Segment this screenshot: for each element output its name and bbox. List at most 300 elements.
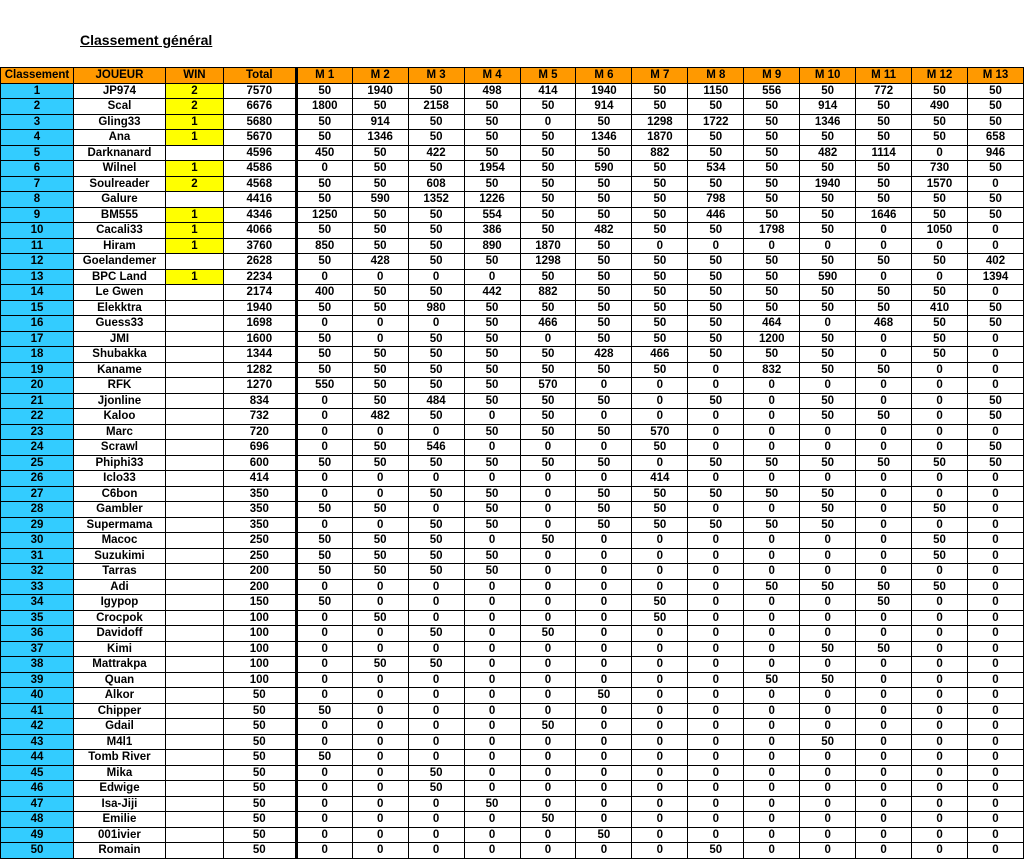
match-score-cell: 50 (856, 300, 912, 316)
match-score-cell: 50 (800, 409, 856, 425)
match-score-cell: 50 (464, 114, 520, 130)
match-score-cell: 50 (912, 285, 968, 301)
match-score-cell: 50 (352, 610, 408, 626)
match-score-cell: 0 (968, 378, 1024, 394)
match-score-cell: 450 (296, 145, 352, 161)
column-header: M 12 (912, 68, 968, 84)
table-row (1, 641, 1024, 657)
total-cell: 100 (223, 610, 296, 626)
match-score-cell: 50 (296, 502, 352, 518)
match-score-cell: 0 (856, 781, 912, 797)
total-cell: 732 (223, 409, 296, 425)
match-score-cell: 0 (968, 502, 1024, 518)
match-score-cell: 410 (912, 300, 968, 316)
match-score-cell: 1940 (576, 83, 632, 99)
match-score-cell: 50 (744, 207, 800, 223)
table-row (1, 455, 1024, 471)
win-cell (165, 533, 223, 549)
match-score-cell: 0 (744, 393, 800, 409)
total-cell: 350 (223, 486, 296, 502)
match-score-cell: 50 (800, 207, 856, 223)
match-score-cell: 0 (968, 812, 1024, 828)
player-cell: Elekktra (73, 300, 165, 316)
match-score-cell: 772 (856, 83, 912, 99)
rank-cell: 25 (1, 455, 74, 471)
match-score-cell: 0 (800, 316, 856, 332)
match-score-cell: 554 (464, 207, 520, 223)
match-score-cell: 0 (464, 827, 520, 843)
match-score-cell: 0 (520, 610, 576, 626)
match-score-cell: 608 (408, 176, 464, 192)
match-score-cell: 0 (800, 812, 856, 828)
match-score-cell: 0 (744, 827, 800, 843)
match-score-cell: 0 (968, 564, 1024, 580)
player-cell: Darknanard (73, 145, 165, 161)
win-cell (165, 781, 223, 797)
match-score-cell: 50 (632, 486, 688, 502)
player-cell: Ana (73, 130, 165, 146)
match-score-cell: 50 (576, 316, 632, 332)
match-score-cell: 0 (744, 564, 800, 580)
match-score-cell: 50 (408, 83, 464, 99)
total-cell: 5680 (223, 114, 296, 130)
match-score-cell: 50 (632, 254, 688, 270)
match-score-cell: 50 (408, 114, 464, 130)
match-score-cell: 0 (296, 579, 352, 595)
match-score-cell: 50 (968, 393, 1024, 409)
match-score-cell: 0 (912, 719, 968, 735)
match-score-cell: 50 (800, 161, 856, 177)
match-score-cell: 50 (800, 734, 856, 750)
match-score-cell: 0 (800, 750, 856, 766)
match-score-cell: 50 (352, 285, 408, 301)
match-score-cell: 50 (520, 99, 576, 115)
match-score-cell: 0 (464, 626, 520, 642)
table-row (1, 223, 1024, 239)
match-score-cell: 0 (856, 610, 912, 626)
win-cell: 2 (165, 176, 223, 192)
match-score-cell: 50 (576, 455, 632, 471)
win-cell (165, 595, 223, 611)
match-score-cell: 0 (856, 347, 912, 363)
table-row (1, 285, 1024, 301)
match-score-cell: 0 (800, 471, 856, 487)
table-row (1, 626, 1024, 642)
match-score-cell: 0 (688, 812, 744, 828)
match-score-cell: 50 (632, 99, 688, 115)
match-score-cell: 50 (464, 300, 520, 316)
match-score-cell: 50 (576, 424, 632, 440)
win-cell (165, 827, 223, 843)
total-cell: 4596 (223, 145, 296, 161)
match-score-cell: 0 (520, 114, 576, 130)
player-cell: Iclo33 (73, 471, 165, 487)
match-score-cell: 0 (632, 548, 688, 564)
player-cell: Romain (73, 843, 165, 859)
column-header: M 11 (856, 68, 912, 84)
match-score-cell: 0 (744, 440, 800, 456)
match-score-cell: 50 (520, 176, 576, 192)
match-score-cell: 50 (352, 99, 408, 115)
match-score-cell: 0 (352, 812, 408, 828)
match-score-cell: 50 (576, 176, 632, 192)
match-score-cell: 50 (744, 161, 800, 177)
rank-cell: 33 (1, 579, 74, 595)
match-score-cell: 50 (744, 517, 800, 533)
match-score-cell: 50 (800, 579, 856, 595)
total-cell: 250 (223, 533, 296, 549)
match-score-cell: 0 (912, 471, 968, 487)
match-score-cell: 50 (408, 626, 464, 642)
match-score-cell: 0 (688, 610, 744, 626)
match-score-cell: 0 (968, 781, 1024, 797)
win-cell (165, 300, 223, 316)
match-score-cell: 890 (464, 238, 520, 254)
rank-cell: 39 (1, 672, 74, 688)
match-score-cell: 0 (296, 641, 352, 657)
match-score-cell: 0 (968, 579, 1024, 595)
match-score-cell: 50 (520, 300, 576, 316)
match-score-cell: 0 (968, 672, 1024, 688)
table-row (1, 192, 1024, 208)
table-row (1, 269, 1024, 285)
match-score-cell: 0 (912, 641, 968, 657)
rank-cell: 15 (1, 300, 74, 316)
match-score-cell: 658 (968, 130, 1024, 146)
win-cell (165, 362, 223, 378)
match-score-cell: 1394 (968, 269, 1024, 285)
total-cell: 50 (223, 781, 296, 797)
match-score-cell: 50 (856, 579, 912, 595)
match-score-cell: 50 (296, 362, 352, 378)
win-cell: 1 (165, 130, 223, 146)
match-score-cell: 0 (968, 626, 1024, 642)
match-score-cell: 0 (688, 440, 744, 456)
match-score-cell: 50 (296, 347, 352, 363)
match-score-cell: 50 (352, 362, 408, 378)
match-score-cell: 0 (800, 440, 856, 456)
match-score-cell: 0 (520, 688, 576, 704)
match-score-cell: 0 (520, 734, 576, 750)
win-cell (165, 471, 223, 487)
match-score-cell: 50 (296, 548, 352, 564)
match-score-cell: 0 (968, 471, 1024, 487)
match-score-cell: 0 (352, 424, 408, 440)
match-score-cell: 50 (688, 347, 744, 363)
match-score-cell: 0 (744, 548, 800, 564)
total-cell: 50 (223, 827, 296, 843)
match-score-cell: 50 (688, 269, 744, 285)
match-score-cell: 1940 (352, 83, 408, 99)
match-score-cell: 0 (856, 843, 912, 859)
match-score-cell: 0 (408, 703, 464, 719)
match-score-cell: 50 (800, 517, 856, 533)
player-cell: Quan (73, 672, 165, 688)
match-score-cell: 1346 (800, 114, 856, 130)
match-score-cell: 0 (464, 734, 520, 750)
match-score-cell: 0 (296, 812, 352, 828)
match-score-cell: 50 (912, 207, 968, 223)
match-score-cell: 0 (800, 548, 856, 564)
total-cell: 2234 (223, 269, 296, 285)
match-score-cell: 0 (688, 378, 744, 394)
match-score-cell: 0 (800, 781, 856, 797)
match-score-cell: 50 (296, 300, 352, 316)
match-score-cell: 0 (968, 331, 1024, 347)
win-cell: 2 (165, 83, 223, 99)
match-score-cell: 0 (520, 657, 576, 673)
rank-cell: 37 (1, 641, 74, 657)
player-cell: Davidoff (73, 626, 165, 642)
match-score-cell: 50 (912, 114, 968, 130)
match-score-cell: 0 (856, 502, 912, 518)
match-score-cell: 0 (968, 641, 1024, 657)
table-row (1, 486, 1024, 502)
match-score-cell: 498 (464, 83, 520, 99)
match-score-cell: 570 (632, 424, 688, 440)
match-score-cell: 0 (576, 843, 632, 859)
match-score-cell: 50 (800, 331, 856, 347)
win-cell (165, 641, 223, 657)
match-score-cell: 50 (520, 223, 576, 239)
match-score-cell: 0 (632, 455, 688, 471)
rank-cell: 31 (1, 548, 74, 564)
player-cell: Edwige (73, 781, 165, 797)
match-score-cell: 0 (576, 672, 632, 688)
match-score-cell: 50 (576, 114, 632, 130)
match-score-cell: 1954 (464, 161, 520, 177)
match-score-cell: 50 (520, 393, 576, 409)
match-score-cell: 0 (744, 796, 800, 812)
match-score-cell: 50 (576, 827, 632, 843)
match-score-cell: 0 (296, 626, 352, 642)
column-header: M 6 (576, 68, 632, 84)
player-cell: Kimi (73, 641, 165, 657)
match-score-cell: 556 (744, 83, 800, 99)
match-score-cell: 50 (632, 83, 688, 99)
match-score-cell: 0 (912, 409, 968, 425)
match-score-cell: 0 (352, 331, 408, 347)
match-score-cell: 464 (744, 316, 800, 332)
match-score-cell: 0 (296, 486, 352, 502)
match-score-cell: 0 (464, 843, 520, 859)
match-score-cell: 50 (352, 393, 408, 409)
match-score-cell: 50 (296, 595, 352, 611)
table-row (1, 347, 1024, 363)
match-score-cell: 402 (968, 254, 1024, 270)
page-title: Classement général (80, 32, 213, 48)
table-row (1, 362, 1024, 378)
match-score-cell: 0 (856, 424, 912, 440)
match-score-cell: 50 (464, 548, 520, 564)
match-score-cell: 0 (296, 440, 352, 456)
match-score-cell: 0 (352, 641, 408, 657)
total-cell: 150 (223, 595, 296, 611)
match-score-cell: 0 (576, 765, 632, 781)
total-cell: 50 (223, 703, 296, 719)
match-score-cell: 0 (464, 579, 520, 595)
match-score-cell: 0 (520, 486, 576, 502)
match-score-cell: 50 (464, 145, 520, 161)
match-score-cell: 0 (912, 440, 968, 456)
match-score-cell: 1646 (856, 207, 912, 223)
match-score-cell: 0 (856, 331, 912, 347)
match-score-cell: 0 (856, 223, 912, 239)
match-score-cell: 0 (632, 703, 688, 719)
player-cell: JP974 (73, 83, 165, 99)
match-score-cell: 0 (856, 734, 912, 750)
match-score-cell: 50 (744, 145, 800, 161)
match-score-cell: 428 (576, 347, 632, 363)
match-score-cell: 50 (856, 99, 912, 115)
player-cell: Guess33 (73, 316, 165, 332)
match-score-cell: 50 (464, 254, 520, 270)
match-score-cell: 0 (352, 517, 408, 533)
match-score-cell: 50 (632, 300, 688, 316)
match-score-cell: 0 (632, 796, 688, 812)
match-score-cell: 50 (520, 409, 576, 425)
match-score-cell: 50 (464, 486, 520, 502)
match-score-cell: 0 (912, 688, 968, 704)
rank-cell: 14 (1, 285, 74, 301)
table-row (1, 378, 1024, 394)
match-score-cell: 0 (744, 533, 800, 549)
match-score-cell: 50 (296, 223, 352, 239)
match-score-cell: 50 (800, 502, 856, 518)
match-score-cell: 0 (632, 533, 688, 549)
match-score-cell: 0 (800, 703, 856, 719)
match-score-cell: 0 (296, 517, 352, 533)
table-row (1, 688, 1024, 704)
match-score-cell: 0 (296, 843, 352, 859)
match-score-cell: 50 (408, 207, 464, 223)
match-score-cell: 50 (296, 455, 352, 471)
match-score-cell: 0 (576, 564, 632, 580)
match-score-cell: 0 (744, 471, 800, 487)
match-score-cell: 0 (912, 703, 968, 719)
match-score-cell: 0 (856, 688, 912, 704)
match-score-cell: 0 (968, 827, 1024, 843)
match-score-cell: 0 (800, 688, 856, 704)
match-score-cell: 50 (632, 517, 688, 533)
match-score-cell: 0 (632, 564, 688, 580)
match-score-cell: 0 (968, 610, 1024, 626)
match-score-cell: 50 (408, 765, 464, 781)
win-cell (165, 564, 223, 580)
match-score-cell: 0 (296, 796, 352, 812)
match-score-cell: 0 (632, 657, 688, 673)
total-cell: 350 (223, 517, 296, 533)
match-score-cell: 0 (296, 827, 352, 843)
rank-cell: 40 (1, 688, 74, 704)
match-score-cell: 0 (688, 657, 744, 673)
match-score-cell: 50 (632, 331, 688, 347)
match-score-cell: 0 (744, 781, 800, 797)
match-score-cell: 0 (408, 719, 464, 735)
match-score-cell: 0 (520, 502, 576, 518)
total-cell: 50 (223, 812, 296, 828)
match-score-cell: 0 (352, 672, 408, 688)
match-score-cell: 0 (688, 827, 744, 843)
match-score-cell: 50 (632, 440, 688, 456)
match-score-cell: 1800 (296, 99, 352, 115)
table-row (1, 393, 1024, 409)
match-score-cell: 0 (744, 734, 800, 750)
match-score-cell: 1722 (688, 114, 744, 130)
match-score-cell: 50 (912, 579, 968, 595)
table-row (1, 610, 1024, 626)
win-cell (165, 579, 223, 595)
total-cell: 1940 (223, 300, 296, 316)
rank-cell: 46 (1, 781, 74, 797)
match-score-cell: 50 (464, 362, 520, 378)
match-score-cell: 570 (520, 378, 576, 394)
match-score-cell: 798 (688, 192, 744, 208)
total-cell: 200 (223, 564, 296, 580)
match-score-cell: 50 (408, 564, 464, 580)
table-row (1, 564, 1024, 580)
match-score-cell: 50 (296, 564, 352, 580)
match-score-cell: 0 (520, 703, 576, 719)
rank-cell: 16 (1, 316, 74, 332)
rank-cell: 35 (1, 610, 74, 626)
total-cell: 5670 (223, 130, 296, 146)
match-score-cell: 50 (352, 223, 408, 239)
match-score-cell: 0 (744, 424, 800, 440)
match-score-cell: 0 (464, 703, 520, 719)
player-cell: Mattrakpa (73, 657, 165, 673)
player-cell: Le Gwen (73, 285, 165, 301)
player-cell: Tarras (73, 564, 165, 580)
match-score-cell: 0 (688, 548, 744, 564)
player-cell: Jjonline (73, 393, 165, 409)
match-score-cell: 0 (800, 626, 856, 642)
match-score-cell: 50 (800, 254, 856, 270)
table-body (1, 83, 1024, 858)
match-score-cell: 0 (520, 672, 576, 688)
match-score-cell: 0 (520, 471, 576, 487)
match-score-cell: 1570 (912, 176, 968, 192)
match-score-cell: 50 (800, 83, 856, 99)
match-score-cell: 0 (912, 843, 968, 859)
player-cell: Macoc (73, 533, 165, 549)
match-score-cell: 490 (912, 99, 968, 115)
match-score-cell: 482 (800, 145, 856, 161)
rank-cell: 20 (1, 378, 74, 394)
win-cell (165, 145, 223, 161)
match-score-cell: 50 (912, 83, 968, 99)
rank-cell: 21 (1, 393, 74, 409)
match-score-cell: 0 (912, 424, 968, 440)
match-score-cell: 50 (968, 192, 1024, 208)
win-cell (165, 719, 223, 735)
column-header: M 13 (968, 68, 1024, 84)
match-score-cell: 0 (632, 393, 688, 409)
match-score-cell: 50 (632, 192, 688, 208)
player-cell: M4l1 (73, 734, 165, 750)
match-score-cell: 50 (408, 161, 464, 177)
match-score-cell: 50 (744, 269, 800, 285)
rank-cell: 17 (1, 331, 74, 347)
match-score-cell: 0 (856, 626, 912, 642)
total-cell: 1344 (223, 347, 296, 363)
match-score-cell: 50 (968, 99, 1024, 115)
match-score-cell: 0 (912, 765, 968, 781)
match-score-cell: 0 (576, 750, 632, 766)
match-score-cell: 0 (632, 734, 688, 750)
match-score-cell: 0 (464, 812, 520, 828)
player-cell: Igypop (73, 595, 165, 611)
